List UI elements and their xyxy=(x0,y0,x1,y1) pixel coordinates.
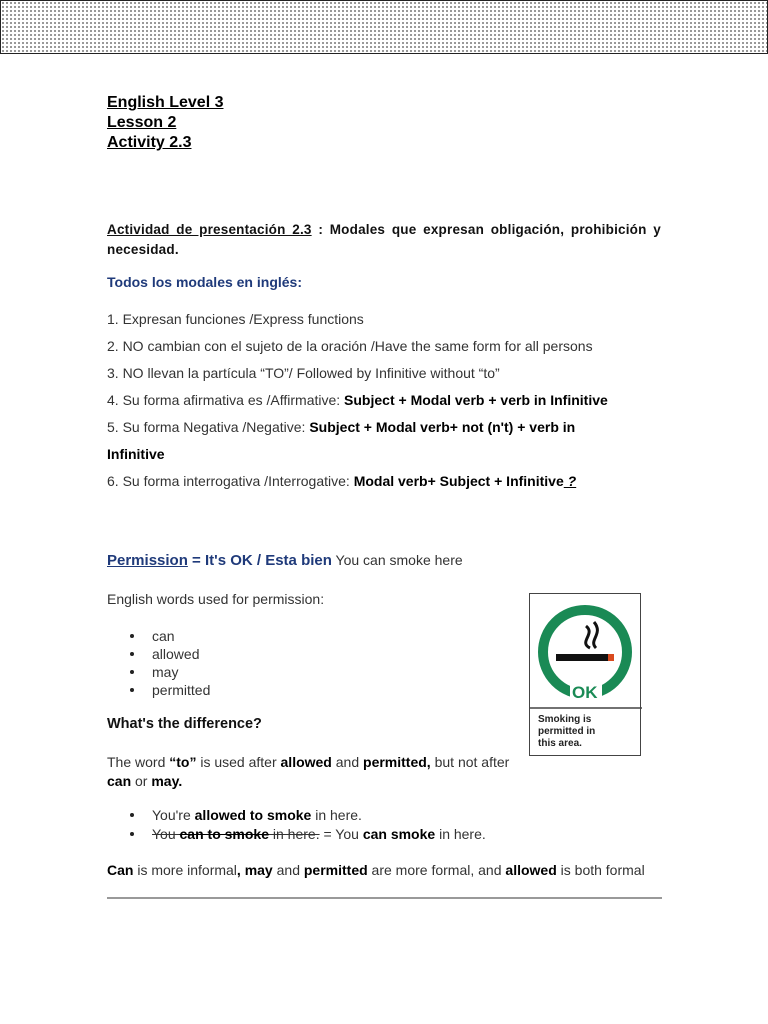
rule-item xyxy=(107,387,667,414)
dotted-header-band xyxy=(0,0,768,54)
document-header xyxy=(107,93,223,153)
struck-text: can to smoke xyxy=(179,826,269,842)
list-item: can xyxy=(128,627,210,645)
rule-item: 2. NO cambian con el sujeto de la oración /Have the same form for all persons xyxy=(107,338,593,354)
examples-list xyxy=(128,806,486,844)
formality-note xyxy=(107,861,661,880)
list-item xyxy=(128,825,486,844)
activity-label: Actividad de presentación 2.3 xyxy=(107,222,312,237)
rule-text: 6. Su forma interrogativa /Interrogative: xyxy=(107,473,354,489)
text-run: and xyxy=(272,862,304,878)
rule-text: 4. Su forma afirmativa es /Affirmative: xyxy=(107,392,345,408)
english-words-label: English words used for permission: xyxy=(107,591,325,607)
permission-words-list xyxy=(128,627,210,699)
text-run: allowed xyxy=(505,862,557,878)
rule-question-mark: ? xyxy=(563,473,577,489)
text-run: may xyxy=(240,862,273,878)
activity-description xyxy=(107,220,661,260)
permission-heading xyxy=(107,552,463,569)
text-run: or xyxy=(131,773,152,789)
struck-text: You xyxy=(152,826,180,842)
text-run: but not after xyxy=(430,754,510,770)
lesson-title: Lesson 2 xyxy=(107,114,177,131)
text-run: = You xyxy=(319,826,363,842)
modals-heading: Todos los modales en inglés: xyxy=(107,274,302,290)
text-run: may. xyxy=(151,773,183,789)
text-run: allowed to smoke xyxy=(194,807,312,823)
text-run: in here. xyxy=(311,807,362,823)
text-run: is used after xyxy=(196,754,281,770)
struck-text: in here. xyxy=(269,826,320,842)
rule-item xyxy=(107,414,667,441)
rule-text: 5. Su forma Negativa /Negative: xyxy=(107,419,310,435)
list-item xyxy=(128,806,486,825)
text-run: and xyxy=(331,754,364,770)
text-run: permitted, xyxy=(363,754,431,770)
sign-caption-line: permitted in xyxy=(538,726,596,737)
rule-item-continued xyxy=(107,441,667,468)
rule-formula: Subject + Modal verb+ not (n't) + verb in xyxy=(309,419,576,435)
permission-meaning: = It's OK / Esta bien xyxy=(187,552,332,569)
list-item: permitted xyxy=(128,681,210,699)
permission-word: Permission xyxy=(107,552,188,569)
list-item: may xyxy=(128,663,210,681)
text-run: allowed xyxy=(280,754,332,770)
rule-formula: Modal verb+ Subject + Infinitive xyxy=(353,473,564,489)
rule-item xyxy=(107,468,667,495)
rule-formula: Subject + Modal verb + verb in Infinitive xyxy=(344,392,608,408)
modal-rules-list xyxy=(107,306,667,495)
text-run: in here. xyxy=(435,826,486,842)
smoking-permitted-sign xyxy=(529,593,641,756)
sign-caption-line: Smoking is xyxy=(538,714,592,725)
difference-heading: What's the difference? xyxy=(107,716,262,732)
text-run: permitted xyxy=(303,862,368,878)
rule-formula: Infinitive xyxy=(107,446,165,462)
word-explanation xyxy=(107,753,517,791)
rule-item: 3. NO llevan la partícula “TO”/ Followed by Infinitive without “to” xyxy=(107,365,500,381)
sign-ok-label: OK xyxy=(572,683,598,702)
permission-example: You can smoke here xyxy=(331,552,463,568)
text-run: The word xyxy=(107,754,170,770)
text-run: Can xyxy=(107,862,134,878)
activity-text: : Modales que expresan obligación, prohibición y necesidad. xyxy=(107,222,661,257)
activity-title: Activity 2.3 xyxy=(107,134,192,151)
text-run: is both formal xyxy=(556,862,645,878)
text-run: are more formal, and xyxy=(367,862,506,878)
text-run: You're xyxy=(152,807,195,823)
rule-item: 1. Expresan funciones /Express functions xyxy=(107,311,364,327)
bottom-divider xyxy=(107,897,662,899)
course-title: English Level 3 xyxy=(107,94,224,111)
text-run: can smoke xyxy=(362,826,436,842)
text-run: can xyxy=(107,773,132,789)
text-run: , xyxy=(236,862,241,878)
sign-caption xyxy=(538,714,595,750)
text-run: “to” xyxy=(169,754,197,770)
sign-caption-line: this area. xyxy=(538,738,582,749)
text-run: is more informal xyxy=(133,862,237,878)
list-item: allowed xyxy=(128,645,210,663)
